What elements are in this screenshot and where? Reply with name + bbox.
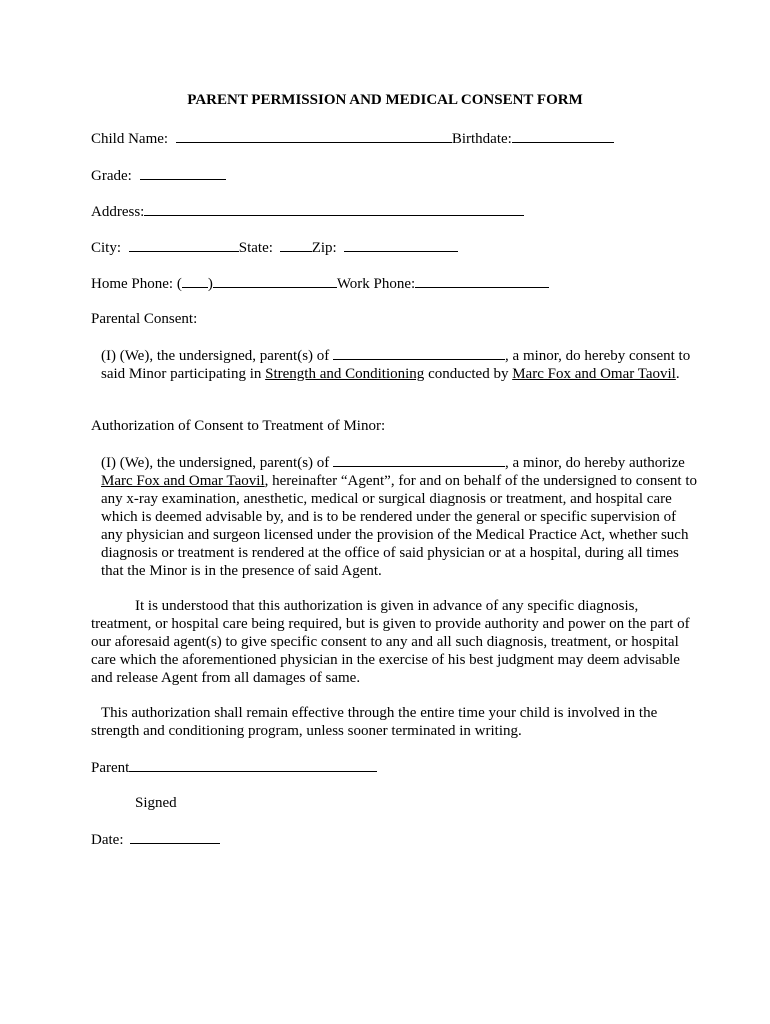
- program-name: Strength and Conditioning: [265, 366, 425, 382]
- authorization-text-1: (I) (We), the undersigned, parent(s) of: [101, 455, 334, 471]
- form-title: PARENT PERMISSION AND MEDICAL CONSENT FORM: [187, 92, 583, 108]
- parental-consent-text-4: .: [675, 366, 680, 382]
- phone-row: [91, 274, 549, 293]
- date-label: Date:: [91, 832, 124, 848]
- birthdate-field[interactable]: [512, 129, 614, 143]
- address-row: [91, 202, 524, 221]
- authorization-heading: Authorization of Consent to Treatment of Minor:: [91, 418, 386, 434]
- home-phone-field[interactable]: [213, 274, 337, 288]
- parent-signature-row: [91, 758, 377, 777]
- parental-consent-heading: Parental Consent:: [91, 311, 198, 327]
- effective-paragraph: This authorization shall remain effective through the entire time your child is involved in the strength and conditioning program, unless sooner terminated in writing.: [91, 705, 658, 739]
- parental-consent-text-2: , a minor, do hereby consent to said Minor participating in: [101, 348, 691, 382]
- authorization-text-2: , a minor, do hereby authorize: [505, 455, 685, 471]
- work-phone-field[interactable]: [415, 274, 549, 288]
- city-label: City:: [91, 240, 122, 256]
- parental-consent-text-1: (I) (We), the undersigned, parent(s) of: [101, 348, 334, 364]
- city-state-zip-row: [91, 238, 458, 257]
- address-label: Address:: [91, 204, 145, 220]
- signed-label: Signed: [135, 795, 177, 811]
- parental-consent-paragraph: [91, 346, 701, 383]
- authorization-minor-name-field[interactable]: [333, 453, 505, 467]
- parent-signature-field[interactable]: [129, 758, 377, 772]
- parent-label: Parent: [91, 760, 130, 776]
- child-name-field[interactable]: [176, 129, 452, 143]
- zip-field[interactable]: [344, 238, 458, 252]
- authorization-text-3: , hereinafter “Agent”, for and on behalf of the undersigned to consent to any x-ray examination, anesthetic, medical or surgical diagnosis or treatment, and hospital care which is deemed advisable by, and is to be rendered under the general or specific supervision of any physician and surgeon licensed under the provision of the Medical Practice Act, whether such diagnosis or treatment is rendered at the office of said physician or at a hospital, during all times that the Minor is in the presence of said Agent.: [101, 473, 697, 579]
- work-phone-label: Work Phone:: [336, 276, 416, 292]
- grade-label: Grade:: [91, 168, 132, 184]
- address-field[interactable]: [144, 202, 524, 216]
- parental-consent-minor-name-field[interactable]: [333, 346, 505, 360]
- home-phone-label: Home Phone: (: [91, 276, 182, 292]
- grade-row: [91, 166, 226, 185]
- child-name-label: Child Name:: [91, 131, 169, 147]
- grade-field[interactable]: [140, 166, 226, 180]
- parental-consent-text-3: conducted by: [424, 366, 513, 382]
- birthdate-label: Birthdate:: [451, 131, 512, 147]
- home-phone-area-code-field[interactable]: [182, 274, 208, 288]
- city-field[interactable]: [129, 238, 239, 252]
- conductors-name: Marc Fox and Omar Taovil: [512, 366, 676, 382]
- state-field[interactable]: [280, 238, 312, 252]
- date-field[interactable]: [130, 830, 220, 844]
- zip-label: Zip:: [311, 240, 337, 256]
- authorization-paragraph: [91, 453, 701, 580]
- home-phone-paren: ): [207, 276, 213, 292]
- understanding-paragraph: It is understood that this authorization is given in advance of any specific diagnosis, treatment, or hospital care being required, but is given to provide authority and power on the part of our aforesaid agent(s) to give specific consent to any and all such diagnosis, treatment, or hospital care which the aforementioned physician in the exercise of his best judgment may deem advisable and release Agent from all damages of same.: [91, 598, 690, 686]
- child-name-row: [91, 129, 614, 148]
- date-row: [91, 830, 220, 849]
- authorized-agents: Marc Fox and Omar Taovil: [101, 473, 265, 489]
- state-label: State:: [238, 240, 273, 256]
